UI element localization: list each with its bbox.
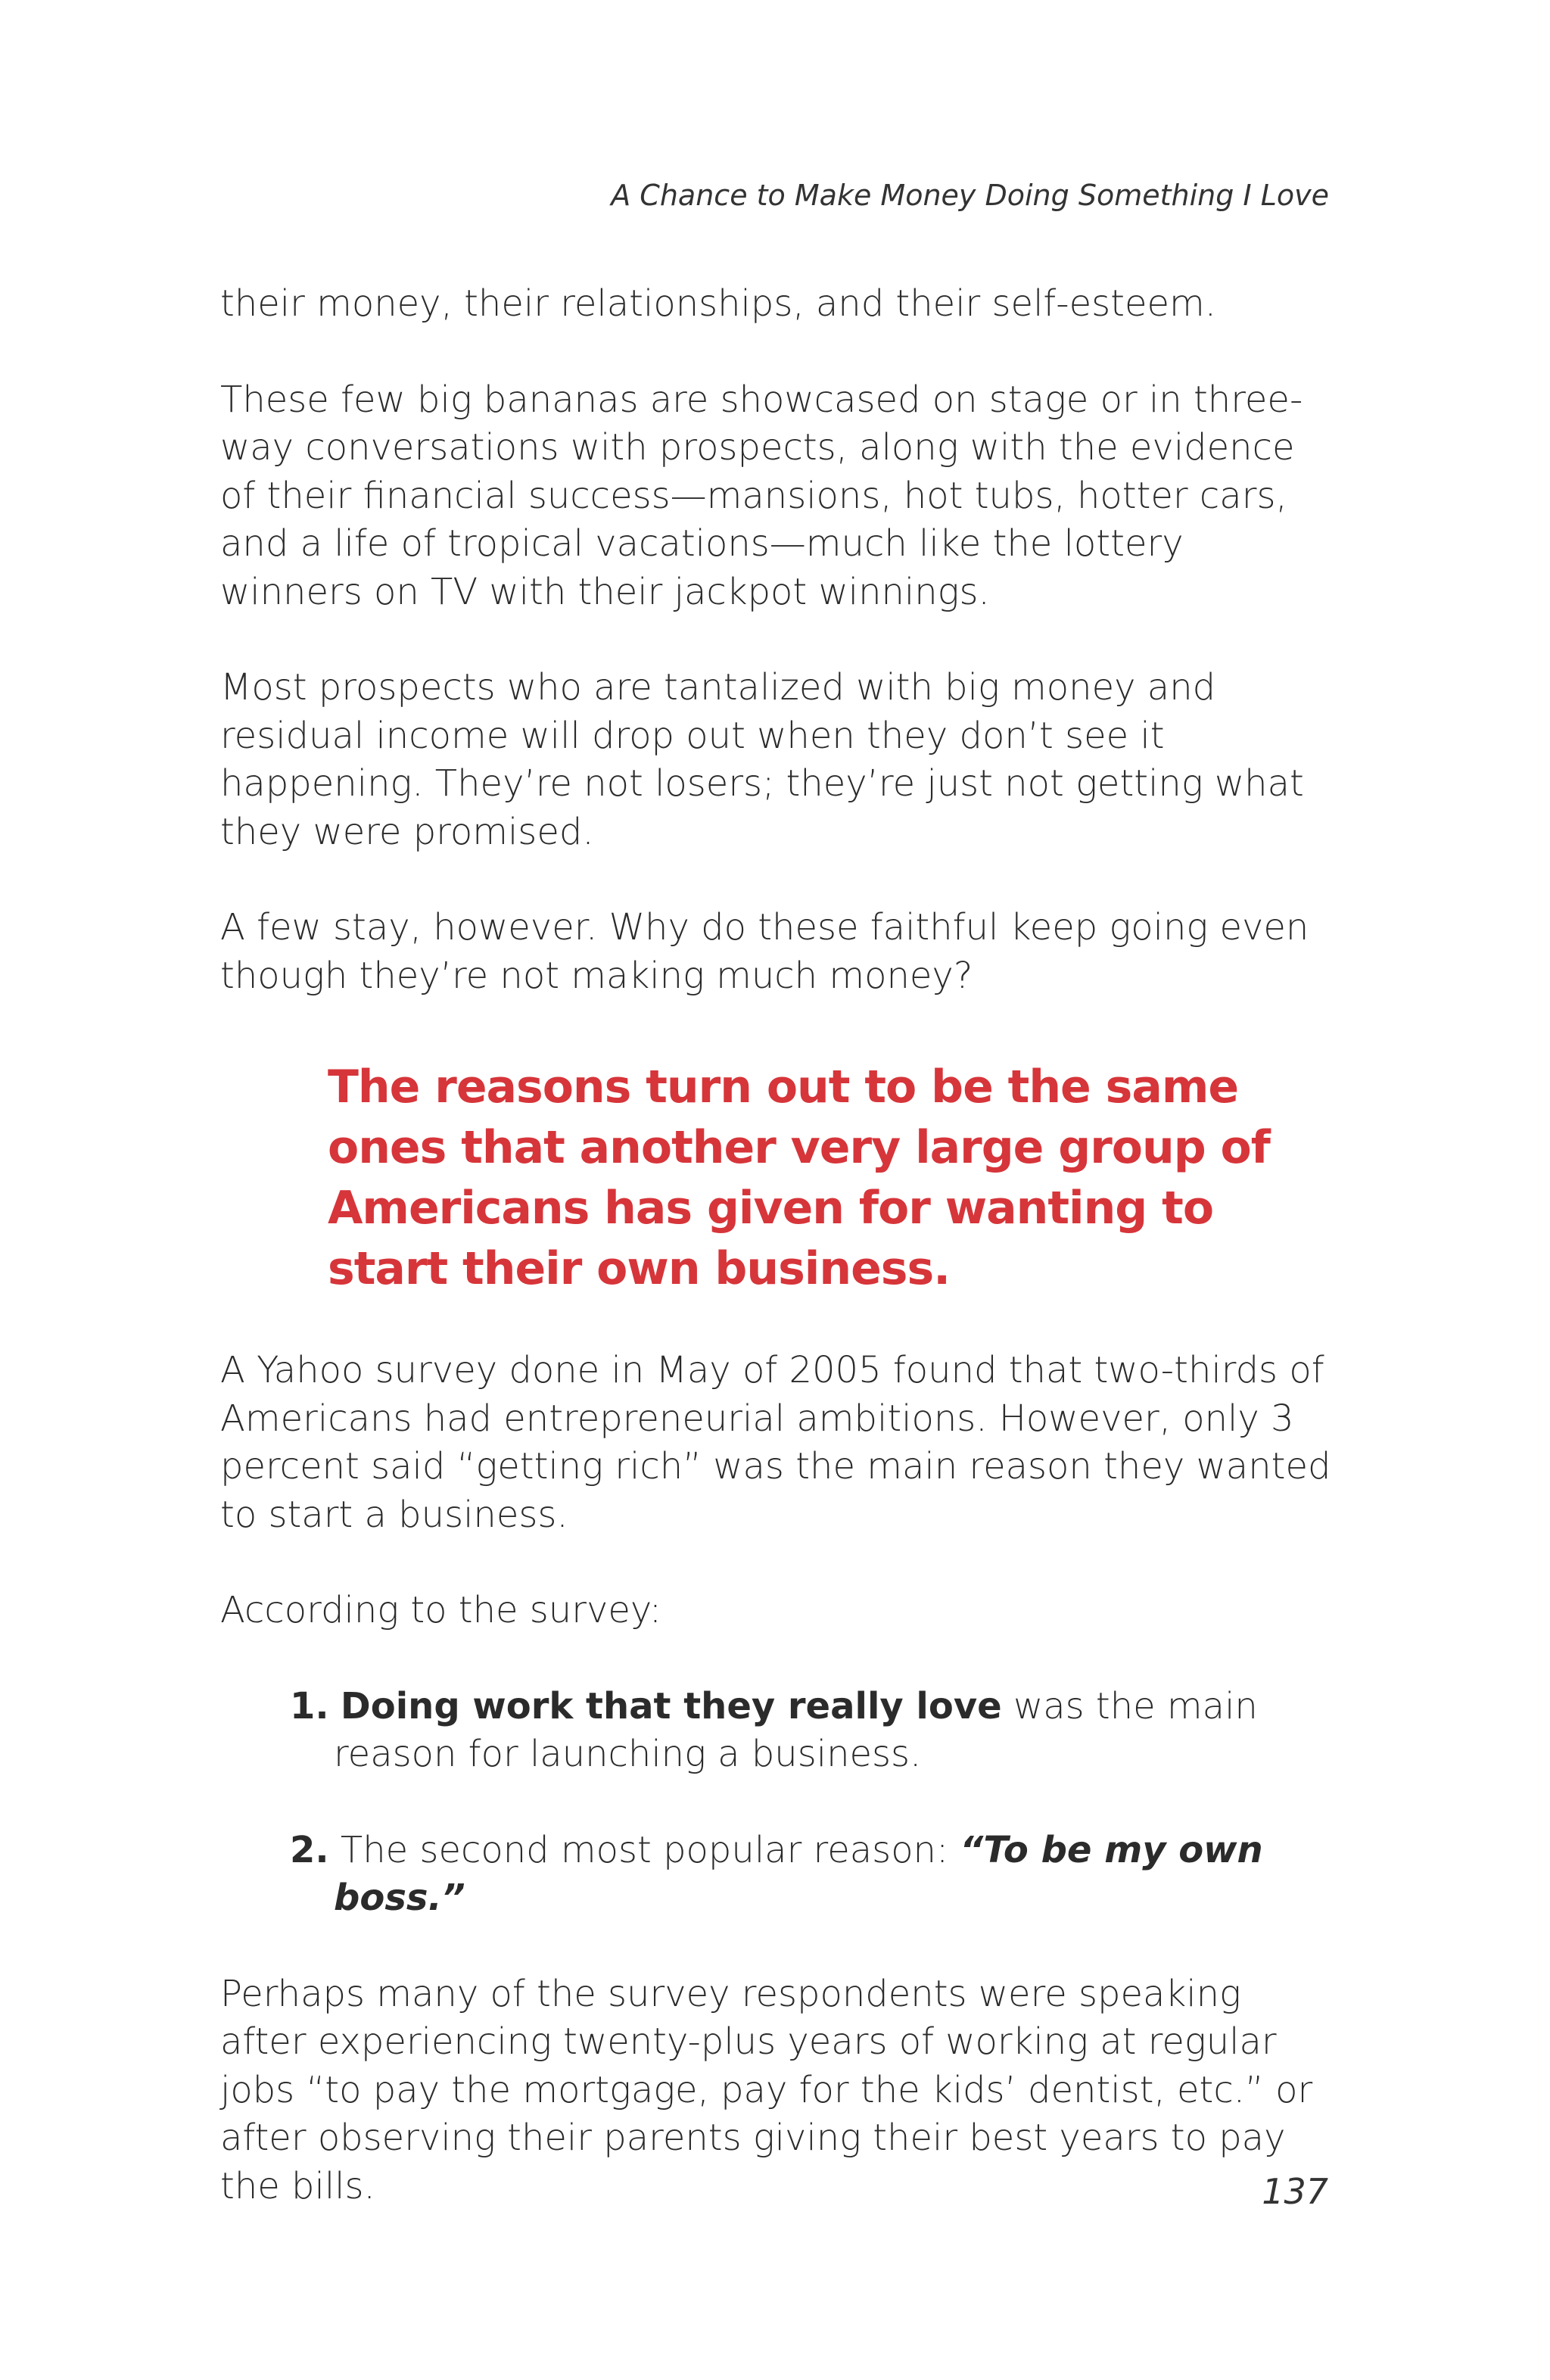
paragraph-2: These few big bananas are showcased on stage or in three-way conversations with prospects, along with the evidence of their financial success—mansions, hot tubs, hotter cars, and a life of tropical vacations—much like the lottery winners on TV with their jackpot winnings. [220,378,1303,613]
body-text [220,280,1333,2258]
list-item [290,1683,1333,1779]
paragraph-7: Perhaps many of the survey respondents were speaking after experiencing twenty-plus years of working at regular jobs “to pay the mortgage, pay for the kids’ dentist, etc.” or after observing their parents giving their best years to pay the bills. [220,1972,1313,2207]
list-number: 1. [290,1684,329,1727]
list-strong-text: Doing work that they really love [340,1684,1002,1727]
paragraph-5: A Yahoo survey done in May of 2005 found that two-thirds of Americans had entrepreneurial ambitions. However, only 3 percent said “getting rich” was the main reason they wanted to start a business. [220,1349,1331,1536]
paragraph-6: According to the survey: [220,1589,661,1631]
list-item [290,1827,1333,1923]
list-text: was the main reason for launching a business. [334,1684,1258,1775]
running-head: A Chance to Make Money Doing Something I Love [611,179,1329,212]
page-number: 137 [1262,2171,1328,2212]
paragraph-4: A few stay, however. Why do these faithful keep going even though they’re not making much money? [220,906,1309,997]
list-number: 2. [290,1828,329,1871]
list-emphasis-text: “To be my own boss.” [334,1828,1263,1919]
paragraph-3: Most prospects who are tantalized with big money and residual income will drop out when they don’t see it happening. They’re not losers; they’re just not getting what they were promised. [220,666,1304,853]
paragraph-1: their money, their relationships, and their self-esteem. [220,282,1217,325]
pull-quote: The reasons turn out to be the same ones that another very large group of Americans has given for wanting to start their own business. [328,1061,1270,1295]
list-text: The second most popular reason: [328,1828,960,1871]
